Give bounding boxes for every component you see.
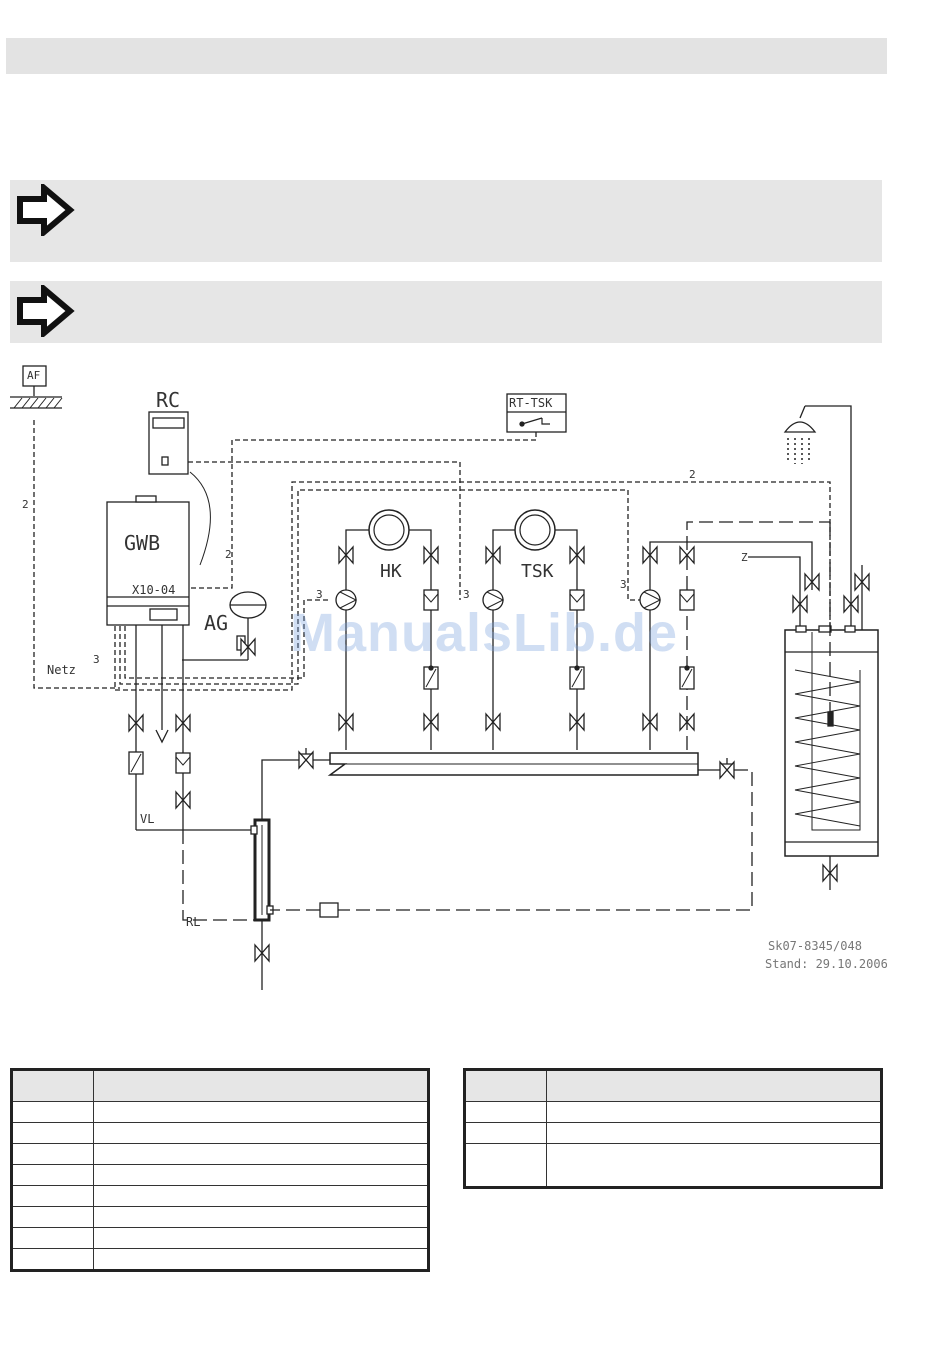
table-row xyxy=(12,1186,429,1207)
table-row xyxy=(12,1144,429,1165)
ag-label: AG xyxy=(204,611,229,635)
table-row xyxy=(12,1228,429,1249)
table-row xyxy=(12,1123,429,1144)
af-label: AF xyxy=(27,369,41,382)
cable-count-label: 2 xyxy=(689,468,696,481)
table-row xyxy=(12,1102,429,1123)
hk-label: HK xyxy=(380,561,402,582)
table-row xyxy=(465,1123,882,1144)
table-header-cell xyxy=(12,1070,94,1102)
rc-label: RC xyxy=(156,388,181,412)
cable-count-label: 3 xyxy=(316,588,323,601)
shower-head-icon xyxy=(785,406,815,464)
table-row xyxy=(465,1102,882,1123)
gwb-label: GWB xyxy=(124,531,161,555)
cable-count-label: 3 xyxy=(620,578,627,591)
table-row xyxy=(12,1165,429,1186)
note-box-2 xyxy=(10,281,882,343)
cable-count-label: 2 xyxy=(225,548,232,561)
rc-control xyxy=(149,412,188,474)
rl-label: RL xyxy=(186,915,201,929)
legend-table-left xyxy=(10,1068,430,1272)
z-label: Z xyxy=(741,551,748,564)
dhw-storage-tank xyxy=(785,522,878,856)
distributor-manifold xyxy=(330,753,698,775)
table-row xyxy=(12,1207,429,1228)
cable-count-label: 2 xyxy=(22,498,29,511)
netz-label: Netz xyxy=(47,663,76,677)
drawing-date: Stand: 29.10.2006 xyxy=(765,957,888,971)
legend-table-right xyxy=(463,1068,883,1189)
table-row xyxy=(12,1249,429,1271)
tsk-label: TSK xyxy=(521,561,554,582)
right-arrow-icon xyxy=(14,285,76,337)
vl-label: VL xyxy=(140,812,155,826)
drawing-id: Sk07-8345/048 xyxy=(768,939,862,953)
x10-label: X10-04 xyxy=(132,583,176,597)
watermark: ManualsLib.de xyxy=(290,603,679,663)
gwb-boiler xyxy=(107,496,189,625)
table-header-cell xyxy=(465,1070,547,1102)
hydraulic-separator xyxy=(251,820,273,920)
right-arrow-icon xyxy=(14,184,76,236)
table-header-cell xyxy=(94,1070,429,1102)
hydraulic-schematic xyxy=(0,350,950,1000)
header-bar xyxy=(6,38,887,74)
cable-count-label: 3 xyxy=(93,653,100,666)
cable-count-label: 3 xyxy=(463,588,470,601)
rt-tsk-label: RT-TSK xyxy=(509,396,553,410)
note-box-1 xyxy=(10,180,882,262)
table-row xyxy=(465,1144,882,1188)
table-header-cell xyxy=(547,1070,882,1102)
